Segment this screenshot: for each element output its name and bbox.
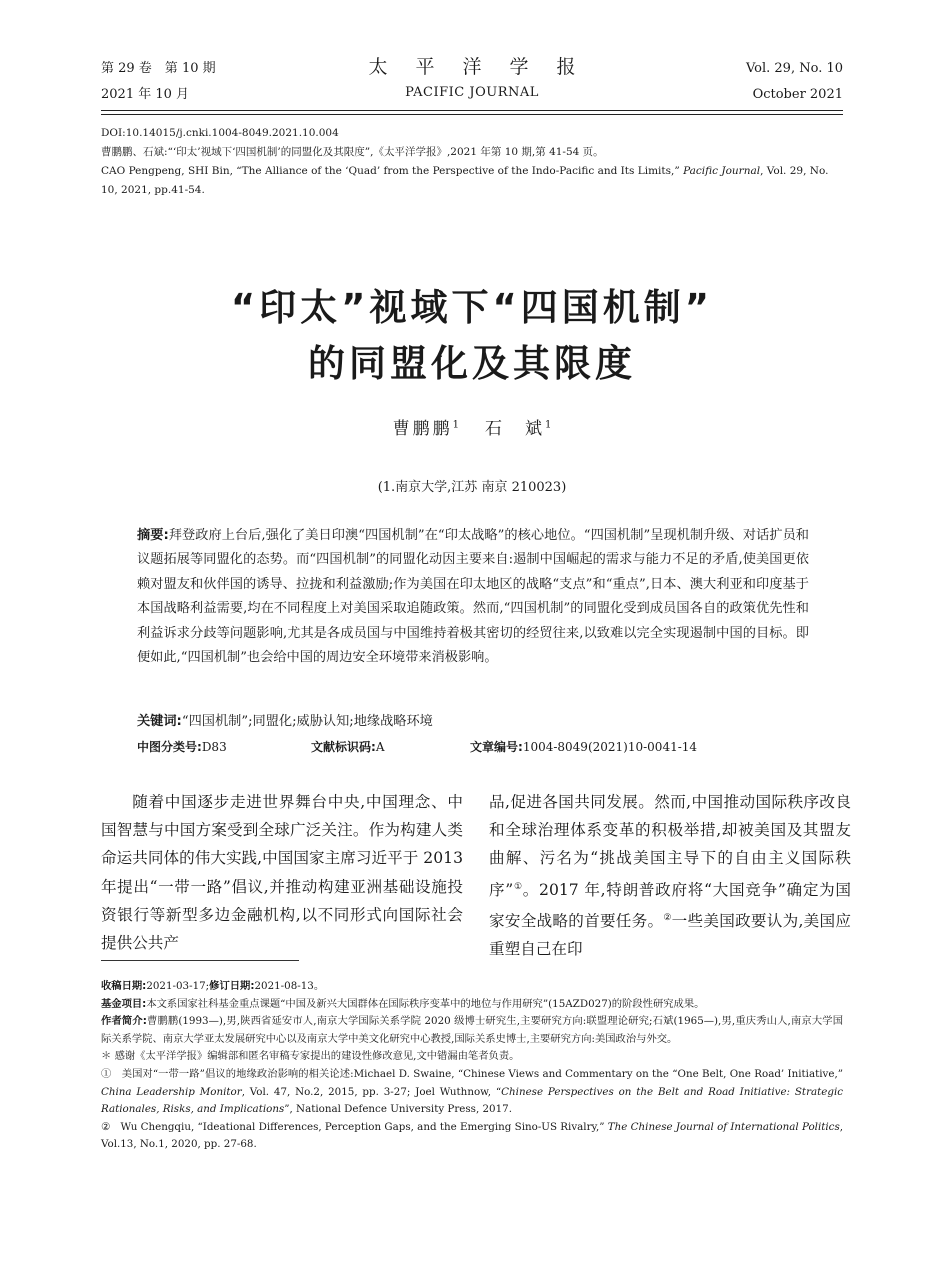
- keywords: [137, 710, 809, 734]
- header-date-en: October 2021: [752, 87, 843, 102]
- header-date-cn: 2021 年 10 月: [101, 87, 190, 102]
- body-column-right: [489, 788, 851, 964]
- clc-code: 中图分类号:D83: [137, 740, 227, 754]
- citation-block: [101, 124, 845, 200]
- keywords-label: 关键词:: [137, 714, 182, 729]
- acknowledgement: ＊ 感谢《太平洋学报》编辑部和匿名审稿专家提出的建设性修改意见,文中错漏由笔者负责。: [101, 1050, 520, 1063]
- footnotes: [101, 978, 843, 1154]
- header-volume-en: Vol. 29, No. 10: [745, 61, 843, 76]
- citation-en: CAO Pengpeng, SHI Bin, “The Alliance of the ‘Quad’ from the Perspective of the Indo-Pacific and Its Limits,” Pacific Journal, Vol. 29, No. 10, 2021, pp.41-54.: [101, 165, 829, 196]
- author-1-affil: 1: [452, 419, 459, 431]
- document-code: 文献标识码:A: [311, 740, 385, 754]
- citation-cn: 曹鹏鹏、石斌:“‘印太’视域下‘四国机制’的同盟化及其限度”,《太平洋学报》,2021 年第 10 期,第 41-54 页。: [101, 146, 604, 158]
- abstract-text: 拜登政府上台后,强化了美日印澳“四国机制”在“印太战略”的核心地位。“四国机制”呈现机制升级、对话扩员和议题拓展等同盟化的态势。而“四国机制”的同盟化动因主要来自:遏制中国崛起的需求与能力不足的矛盾,使美国更依赖对盟友和伙伴国的诱导、拉拢和利益激励;作为美国在印太地区的战略“支点”和“重点”,日本、澳大利亚和印度基于本国战略利益需要,均在不同程度上对美国采取追随政策。然而,“四国机制”的同盟化受到成员国各自的政策优先性和利益诉求分歧等问题影响,尤其是各成员国与中国维持着极其密切的经贸往来,以致难以完全实现遏制中国的目标。即便如此,“四国机制”也会给中国的周边安全环境带来消极影响。: [137, 528, 809, 666]
- body-paragraph: 随着中国逐步走进世界舞台中央,中国理念、中国智慧与中国方案受到全球广泛关注。作为构建人类命运共同体的伟大实践,中国国家主席习近平于 2013 年提出“一带一路”倡议,并推动构建亚洲基础设施投资银行等新型多边金融机构,以不同形式向国际社会提供公共产: [101, 793, 463, 953]
- footnote-divider: [101, 960, 299, 961]
- keywords-text: “四国机制”;同盟化;威胁认知;地缘战略环境: [181, 714, 433, 729]
- journal-title-en: PACIFIC JOURNAL: [405, 85, 539, 100]
- doi: DOI:10.14015/j.cnki.1004-8049.2021.10.004: [101, 127, 339, 139]
- fund-info: 基金项目:本文系国家社科基金重点课题“中国及新兴大国群体在国际秩序变革中的地位与作用研究”(15AZD027)的阶段性研究成果。: [101, 997, 705, 1010]
- header-volume-cn: 第 29 卷 第 10 期: [101, 61, 216, 76]
- abstract: [137, 524, 809, 670]
- article-title: [0, 280, 944, 392]
- author-2: 石 斌: [485, 419, 545, 439]
- header-rule-thin: [101, 114, 843, 115]
- footnote-1: ① 美国对“一带一路”倡议的地缘政治影响的相关论述:Michael D. Swaine, “Chinese Views and Commentary on the “One Belt, One Road’ Initiative,” China Leadership Monitor, Vol. 47, No.2, 2015, pp. 3-27; Joel Wuthnow, “Chinese Perspectives on the Belt and Road Initiative: Strategic Rationales, Risks, and Implications”, National Defence University Press, 2017.: [101, 1067, 844, 1116]
- article-number: 文章编号:1004-8049(2021)10-0041-14: [470, 740, 698, 754]
- author-2-affil: 1: [545, 419, 552, 431]
- author-line: [0, 414, 944, 439]
- author-1: 曹鹏鹏: [392, 419, 453, 439]
- header-right: [746, 56, 843, 108]
- affiliation: (1.南京大学,江苏 南京 210023): [377, 480, 567, 495]
- citation-journal: Pacific Journal: [683, 165, 761, 177]
- header-rule-thick: [101, 110, 843, 111]
- author-bio: 作者简介:曹鹏鹏(1993—),男,陕西省延安市人,南京大学国际关系学院 2020 级博士研究生,主要研究方向:联盟理论研究;石斌(1965—),男,重庆秀山人,南京大学国际关系学院、南京大学亚太发展研究中心以及南京大学中美文化研究中心教授,国际关系史博士,主要研究方向:美国政治与外交。: [101, 1015, 844, 1045]
- journal-title-cn: 太平洋学报: [368, 56, 604, 78]
- body-column-left: [101, 788, 463, 957]
- footnote-ref-2[interactable]: ②: [663, 913, 672, 923]
- title-line-1: “印太”视域下“四国机制”: [230, 286, 714, 329]
- body-paragraph-cont: 品,促进各国共同发展。然而,中国推动国际秩序改良和全球治理体系变革的积极举措,却被美国及其盟友曲解、污名为“挑战美国主导下的自由主义国际秩序”①。2017 年,特朗普政府将“大国竞争”确定为国家安全战略的首要任务。②一些美国政要认为,美国应重塑自己在印: [489, 793, 851, 959]
- footnote-2: ② Wu Chengqiu, “Ideational Differences, Perception Gaps, and the Emerging Sino-US Rivalry,” The Chinese Journal of International Politics, Vol.13, No.1, 2020, pp. 27-68.: [101, 1120, 844, 1151]
- abstract-label: 摘要:: [137, 528, 169, 543]
- title-line-2: 的同盟化及其限度: [308, 342, 636, 385]
- received-dates: 收稿日期:2021-03-17;修订日期:2021-08-13。: [101, 980, 325, 992]
- footnote-ref-1[interactable]: ①: [513, 881, 523, 892]
